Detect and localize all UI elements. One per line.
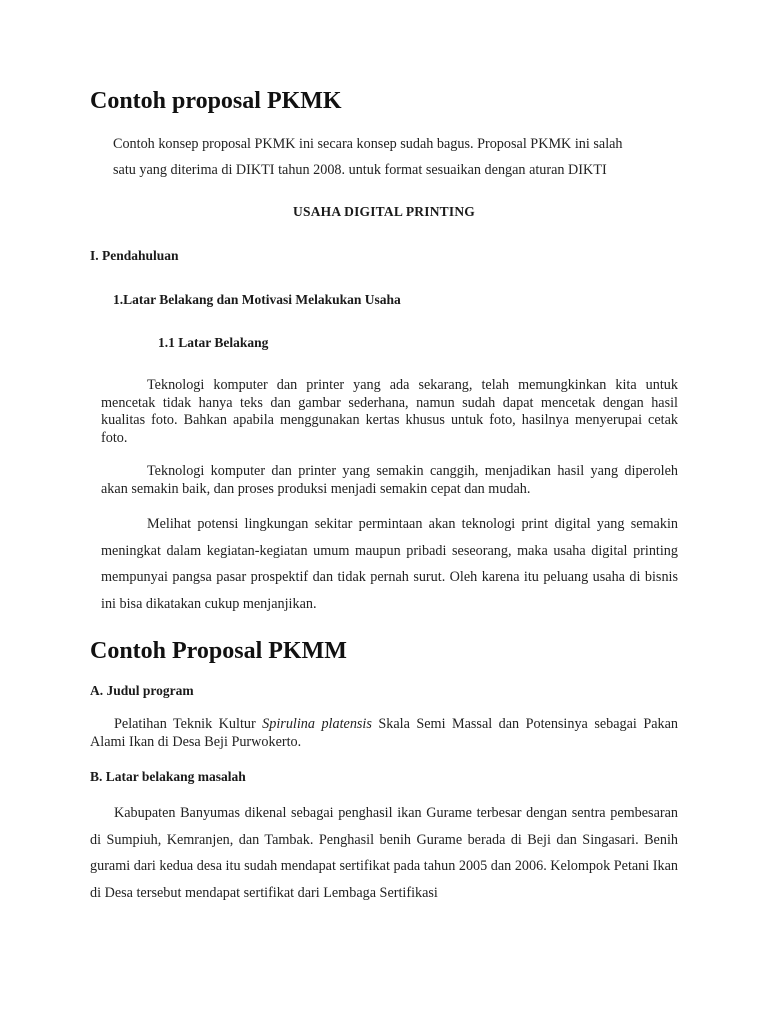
paragraph-text: Kabupaten Banyumas dikenal sebagai penghasil ikan Gurame terbesar dengan sentra pembesaran di Sumpiuh, Kemranjen, dan Tambak. Penghasil benih Gurame berada di Beji dan Singasari. Benih gurami dari kedua desa itu sudah mendapat sertifikat pada tahun 2005 dan 2006. Kelompok Petani Ikan di Desa tersebut mendapat sertifikat dari Lembaga Sertifikasi [90, 805, 678, 901]
paragraph-teknologi-1 [101, 377, 678, 447]
heading-latar-belakang-masalah: B. Latar belakang masalah [90, 769, 246, 784]
heading-judul-program: A. Judul program [90, 683, 194, 698]
intro-line-2: satu yang diterima di DIKTI tahun 2008. untuk format sesuaikan dengan aturan DIKTI [113, 162, 607, 178]
judul-species-italic: Spirulina platensis [262, 716, 372, 732]
paragraph-judul [90, 716, 678, 751]
section-title-pkmk: Contoh proposal PKMK [90, 88, 342, 114]
paragraph-latar-masalah [90, 800, 678, 906]
judul-text-before: Pelatihan Teknik Kultur [114, 716, 263, 732]
paragraph-text: Teknologi komputer dan printer yang semakin canggih, menjadikan hasil yang diperoleh akan semakin baik, dan proses produksi menjadi semakin cepat dan mudah. [101, 463, 678, 497]
heading-pendahuluan: I. Pendahuluan [90, 248, 179, 263]
paragraph-text: Teknologi komputer dan printer yang ada sekarang, telah memungkinkan kita untuk mencetak tidak hanya teks dan gambar sederhana, namun sudah dapat mencetak dengan hasil kualitas foto. Bahkan apabila menggunakan kertas khusus untuk foto, hasilnya menyerupai cetak foto. [101, 377, 678, 446]
paragraph-text: Melihat potensi lingkungan sekitar permintaan akan teknologi print digital yang semakin meningkat dalam kegiatan-kegiatan umum maupun pribadi seseorang, maka usaha digital printing mempunyai pangsa pasar prospektif dan tidak pernah surut. Oleh karena itu peluang usaha di bisnis ini bisa dikatakan cukup menjanjikan. [101, 516, 678, 612]
heading-latar-belakang-motivasi: 1.Latar Belakang dan Motivasi Melakukan Usaha [113, 292, 401, 307]
center-heading: USAHA DIGITAL PRINTING [293, 204, 475, 219]
heading-latar-belakang: 1.1 Latar Belakang [158, 335, 269, 350]
intro-paragraph [113, 131, 673, 183]
section-title-pkmm: Contoh Proposal PKMM [90, 638, 347, 664]
paragraph-teknologi-2 [101, 463, 678, 498]
intro-line-1: Contoh konsep proposal PKMK ini secara konsep sudah bagus. Proposal PKMK ini salah [113, 136, 623, 152]
judul-text-after: Skala Semi Massal dan Potensinya sebagai Pakan Alami Ikan di Desa Beji Purwokerto. [90, 716, 678, 750]
paragraph-potensi [101, 511, 678, 617]
